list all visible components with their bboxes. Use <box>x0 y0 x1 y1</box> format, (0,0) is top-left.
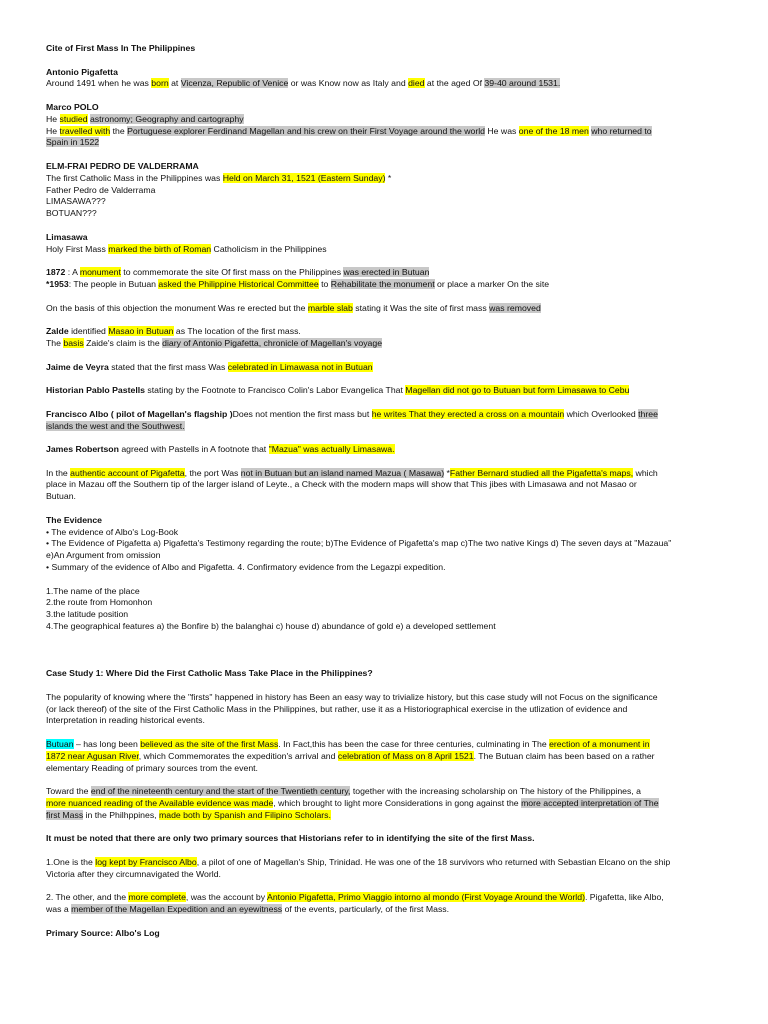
paragraph-albo-2 <box>46 421 718 433</box>
highlight-gray: diary of Antonio Pigafetta, chronicle of Magellan's voyage <box>162 337 383 348</box>
evidence-item: e)An Argument from omission <box>46 550 161 561</box>
highlight-yellow: believed as the site of the first Mass <box>140 739 279 750</box>
document-title: Cite of First Mass In The Philippines <box>46 43 196 53</box>
highlight-gray: not in Butuan but an island named Mazua ( Masawa) <box>240 467 445 478</box>
paragraph-elm-1: The first Catholic Mass in the Philippines was Held on March 31, 1521 (Eastern Sunday) * <box>46 172 392 183</box>
heading-pigafetta: Antonio Pigafetta <box>46 66 118 77</box>
highlight-yellow: basis <box>63 337 84 348</box>
paragraph-elm-4: BOTUAN??? <box>46 208 97 219</box>
highlight-gray: member of the Magellan Expedition and an eyewitness <box>71 904 283 915</box>
highlight-yellow: erection of a monument in <box>549 739 650 750</box>
paragraph-polo-2: He travelled with the Portuguese explorer Ferdinand Magellan and his crew on their First Voyage around the world He was one of the 18 men who returned to <box>46 125 652 136</box>
evidence-item: • Summary of the evidence of Albo and Pigafetta. 4. Confirmatory evidence from the Legazpi expedition. <box>46 562 446 573</box>
highlight-gray: who returned to <box>591 125 652 136</box>
highlight-yellow: marble slab <box>307 302 353 313</box>
highlight-yellow: studied <box>59 113 88 124</box>
heading-limasawa: Limasawa <box>46 231 88 242</box>
paragraph-authentic-3: Butuan. <box>46 491 76 502</box>
case-paragraph-2: 1872 near Agusan River, which Commemorates the expedition's arrival and celebration of Mass on 8 April 1521. The Butuan claim has been based on a rather <box>46 750 655 761</box>
highlight-yellow: Masao in Butuan <box>108 326 174 337</box>
case-paragraph-2: Butuan – has long been believed as the site of the first Mass. In Fact,this has been the case for three centuries, culminating in The erection of a monument in <box>46 739 650 750</box>
highlight-yellow: Antonio Pigafetta, Primo Viaggio intorno al mondo (First Voyage Around the World) <box>267 892 585 903</box>
highlight-yellow: celebrated in Limawasa not in Butuan <box>227 361 373 372</box>
highlight-yellow: more complete <box>128 892 186 903</box>
highlight-cyan: Butuan <box>46 739 74 750</box>
case-paragraph-3: Toward the end of the nineteenth century and the start of the Twentieth century, together with the increasing scholarship on The history of the Philippines, a <box>46 786 641 797</box>
highlight-yellow: celebration of Mass on 8 April 1521 <box>337 750 474 761</box>
highlight-yellow: "Mazua" was actually Limasawa. <box>268 444 395 455</box>
evidence-item: • The Evidence of Pigafetta a) Pigafetta's Testimony regarding the route; b)The Evidence of Pigafetta's map c)The two native Kings d) The seven days at "Mazaua" <box>46 538 672 549</box>
highlight-yellow: more nuanced reading of the Available evidence was made <box>46 798 274 808</box>
highlight-gray: Spain in 1522 <box>46 137 100 148</box>
highlight-gray: more accepted interpretation of The <box>521 798 659 808</box>
case-paragraph-1: (or lack thereof) of the site of the First Catholic Mass in the Philippines, but rather, use it as a Historiographical exercise in the utlization of evidence and <box>46 703 628 714</box>
highlight-gray: was removed <box>489 302 541 313</box>
paragraph-polo-1: He studied astronomy; Geography and cartography <box>46 113 244 124</box>
evidence-numbered-item: 3.the latitude position <box>46 609 129 620</box>
highlight-yellow: authentic account of Pigafetta <box>70 467 185 478</box>
highlight-yellow: 1872 near Agusan River <box>46 750 139 761</box>
highlight-yellow: made both by Spanish and Filipino Scholars. <box>159 809 331 820</box>
highlight-gray: Vicenza, Republic of Venice <box>180 78 289 89</box>
evidence-item: • The evidence of Albo's Log-Book <box>46 526 179 537</box>
highlight-yellow: log kept by Francisco Albo <box>95 856 197 867</box>
evidence-numbered-item: 4.The geographical features a) the Bonfire b) the balanghai c) house d) abundance of gold e) a developed settlement <box>46 621 496 632</box>
case-paragraph-5: Victoria after they circumnavigated the World. <box>46 868 221 879</box>
highlight-yellow: died <box>408 78 425 89</box>
highlight-gray: first Mass <box>46 809 84 820</box>
highlight-yellow: he writes That they erected a cross on a mountain <box>371 408 565 419</box>
paragraph-veyra: Jaime de Veyra stated that the first mass Was celebrated in Limawasa not in Butuan <box>46 361 373 372</box>
paragraph-authentic-1: In the authentic account of Pigafetta, the port Was not in Butuan but an island named Mazua ( Masawa) *Father Bernard studied all the Pigafetta's maps, which <box>46 467 658 478</box>
evidence-numbered-item: 1.The name of the place <box>46 585 140 596</box>
highlight-yellow: one of the 18 men <box>518 125 589 136</box>
highlight-gray: end of the nineteenth century and the start of the Twentieth century, <box>90 786 351 797</box>
paragraph-zaide-2: The basis Zaide's claim is the diary of Antonio Pigafetta, chronicle of Magellan's voyage <box>46 337 383 348</box>
case-paragraph-3: more nuanced reading of the Available evidence was made, which brought to light more Considerations in gong against the more accepted interpretation of The <box>46 798 659 808</box>
paragraph-elm-2: Father Pedro de Valderrama <box>46 184 156 195</box>
highlight-gray: three <box>638 408 658 419</box>
paragraph-pastells: Historian Pablo Pastells stating by the Footnote to Francisco Colin's Labor Evangelica That Magellan did not go to Butuan but form Limasawa to Cebu <box>46 385 630 396</box>
paragraph-pigafetta: Around 1491 when he was born at Vicenza, Republic of Venice or was Know now as Italy and died at the aged Of 39-40 around 1531. <box>46 78 561 89</box>
paragraph-elm-3: LIMASAWA??? <box>46 196 106 207</box>
evidence-numbered-item: 2.the route from Homonhon <box>46 597 153 608</box>
case-paragraph-3: first Mass in the Philhppines, made both by Spanish and Filipino Scholars. <box>46 809 331 820</box>
paragraph-basis: On the basis of this objection the monument Was re erected but the marble slab stating it Was the site of first mass was removed <box>46 302 541 313</box>
paragraph-polo-3 <box>46 137 718 149</box>
highlight-gray: Rehabilitate the monument <box>330 278 435 289</box>
case-paragraph-1: Interpretation in reading historical events. <box>46 715 205 726</box>
paragraph-1872: 1872 : A monument to commemorate the site Of first mass on the Philippines was erected in Butuan <box>46 267 430 278</box>
paragraph-1953: *1953: The people in Butuan asked the Philippine Historical Committee to Rehabilitate the monument or place a marker On the site <box>46 278 550 289</box>
case-paragraph-1: The popularity of knowing where the "firsts" happened in history has Been an easy way to trivialize history, but this case study will not Focus on the significance <box>46 691 658 702</box>
case-paragraph-2: elementary Reading of primary sources trom the event. <box>46 762 258 773</box>
paragraph-robertson: James Robertson agreed with Pastells in A footnote that "Mazua" was actually Limasawa. <box>46 444 395 455</box>
highlight-yellow: marked the birth of Roman <box>108 243 212 254</box>
case-paragraph-5: 1.One is the log kept by Francisco Albo, a pilot of one of Magellan's Ship, Trinidad. He was one of the 18 survivors who returned with Sebastian Elcano on the ship <box>46 856 671 867</box>
paragraph-albo-1: Francisco Albo ( pilot of Magellan's flagship )Does not mention the first mass but he writes That they erected a cross on a mountain which Overlooked three <box>46 408 658 419</box>
heading-case-study: Case Study 1: Where Did the First Catholic Mass Take Place in the Philippines? <box>46 668 373 679</box>
case-paragraph-6: was a member of the Magellan Expedition and an eyewitness of the events, particularly, of the first Mass. <box>46 904 450 915</box>
primary-source-heading: Primary Source: Albo's Log <box>46 927 160 938</box>
highlight-yellow: born <box>151 78 169 89</box>
heading-marco-polo: Marco POLO <box>46 101 99 112</box>
highlight-yellow: monument <box>79 267 121 278</box>
case-paragraph-4: It must be noted that there are only two primary sources that Historians refer to in identifying the site of the first Mass. <box>46 833 535 844</box>
highlight-yellow: asked the Philippine Historical Committee <box>158 278 319 289</box>
paragraph-zaide-1: Zalde identified Masao in Butuan as The location of the first mass. <box>46 326 301 337</box>
highlight-gray: islands the west and the Southwest. <box>46 420 185 431</box>
highlight-gray: Portuguese explorer Ferdinand Magellan and his crew on their First Voyage around the world <box>127 125 485 136</box>
heading-evidence: The Evidence <box>46 514 103 525</box>
paragraph-authentic-2: place in Mazau off the Southern tip of the larger island of Leyte., a Check with the modern maps will show that This jibes with Limasawa and not Masao or <box>46 479 637 490</box>
highlight-gray: 39-40 around 1531. <box>484 78 561 89</box>
highlight-yellow: Held on March 31, 1521 (Eastern Sunday) <box>222 172 386 183</box>
heading-valderrama: ELM-FRAI PEDRO DE VALDERRAMA <box>46 160 199 171</box>
highlight-gray: was erected in Butuan <box>343 267 430 278</box>
paragraph-limasawa: Holy First Mass marked the birth of Roman Catholicism in the Philippines <box>46 243 327 254</box>
highlight-yellow: travelled with <box>59 125 111 136</box>
case-paragraph-6: 2. The other, and the more complete, was the account by Antonio Pigafetta, Primo Viaggio intorno al mondo (First Voyage Around the World). Pigafetta, like Albo, <box>46 892 664 903</box>
highlight-yellow: Father Bernard studied all the Pigafetta's maps, <box>449 467 634 478</box>
highlight-gray: astronomy; Geography and cartography <box>89 113 244 124</box>
highlight-yellow: Magellan did not go to Butuan but form Limasawa to Cebu <box>405 385 630 396</box>
